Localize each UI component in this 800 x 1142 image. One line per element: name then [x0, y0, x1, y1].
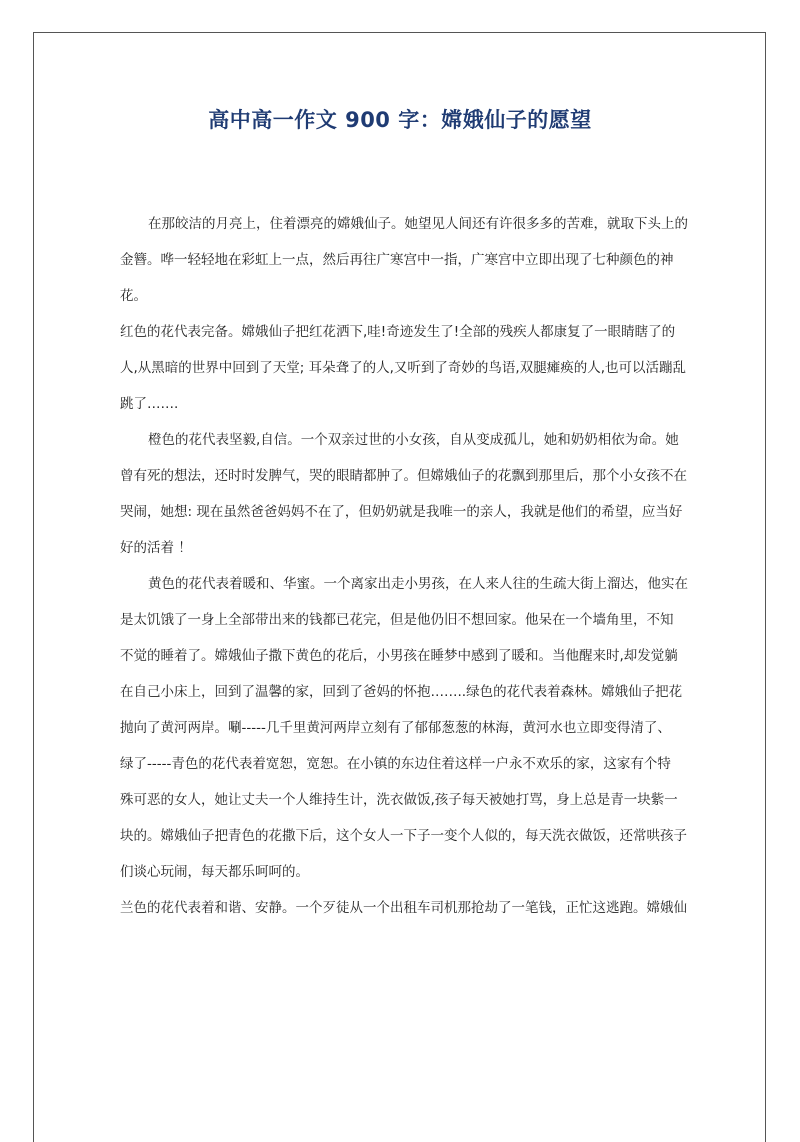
text-line: 不觉的睡着了。嫦娥仙子撒下黄色的花后，小男孩在睡梦中感到了暖和。当他醒来时,却发觉躺 — [120, 648, 678, 664]
text-line: 橙色的花代表坚毅,自信。一个双亲过世的小女孩，自从变成孤儿，她和奶奶相依为命。她 — [148, 432, 679, 448]
text-line: 兰色的花代表着和谐、安静。一个歹徒从一个出租车司机那抢劫了一笔钱，正忙这逃跑。嫦娥仙 — [120, 900, 687, 916]
text-line: 哭闹，她想: 现在虽然爸爸妈妈不在了，但奶奶就是我唯一的亲人，我就是他们的希望，应当好 — [120, 504, 683, 520]
text-line: 殊可恶的女人，她让丈夫一个人维持生计，洗衣做饭,孩子每天被她打骂，身上总是青一块紫一 — [120, 792, 678, 808]
text-line: 曾有死的想法，还时时发脾气，哭的眼睛都肿了。但嫦娥仙子的花飘到那里后，那个小女孩不在 — [120, 468, 687, 484]
text-line: 们谈心玩闹，每天都乐呵呵的。 — [120, 864, 309, 880]
text-line: 人,从黑暗的世界中回到了天堂; 耳朵聋了的人,又听到了奇妙的鸟语,双腿瘫痪的人,也可以活蹦乱 — [120, 360, 687, 376]
text-line: 是太饥饿了一身上全部带出来的钱都已花完，但是他仍旧不想回家。他呆在一个墙角里，不知 — [120, 612, 674, 628]
text-line: 在自己小床上，回到了温馨的家，回到了爸妈的怀抱……..绿色的花代表着森林。嫦娥仙子把花 — [120, 684, 683, 700]
text-line: 抛向了黄河两岸。唰-----几千里黄河两岸立刻有了郁郁葱葱的林海，黄河水也立即变得清了、 — [120, 720, 671, 736]
text-line: 绿了-----青色的花代表着宽恕，宽恕。在小镇的东边住着这样一户永不欢乐的家，这家有个特 — [120, 756, 671, 772]
text-line: 好的活着 ！ — [120, 540, 192, 556]
text-line: 红色的花代表完备。嫦娥仙子把红花洒下,哇!奇迹发生了!全部的残疾人都康复了一眼睛瞎了的 — [120, 324, 676, 340]
document-body — [120, 206, 700, 926]
document-title: 高中高一作文 900 字：嫦娥仙子的愿望 — [208, 108, 592, 132]
text-line: 金簪。哗一轻轻地在彩虹上一点，然后再往广寒宫中一指，广寒宫中立即出现了七种颜色的神 — [120, 252, 674, 268]
text-line: 黄色的花代表着暖和、华蜜。一个离家出走小男孩，在人来人往的生疏大街上溜达，他实在 — [148, 576, 688, 592]
text-line: 跳了……. — [120, 396, 179, 412]
text-line: 块的。嫦娥仙子把青色的花撒下后，这个女人一下子一变个人似的，每天洗衣做饭，还常哄孩子 — [120, 828, 687, 844]
text-line: 在那皎洁的月亮上，住着漂亮的嫦娥仙子。她望见人间还有许很多多的苦难，就取下头上的 — [148, 216, 688, 232]
text-line: 花。 — [120, 288, 147, 304]
